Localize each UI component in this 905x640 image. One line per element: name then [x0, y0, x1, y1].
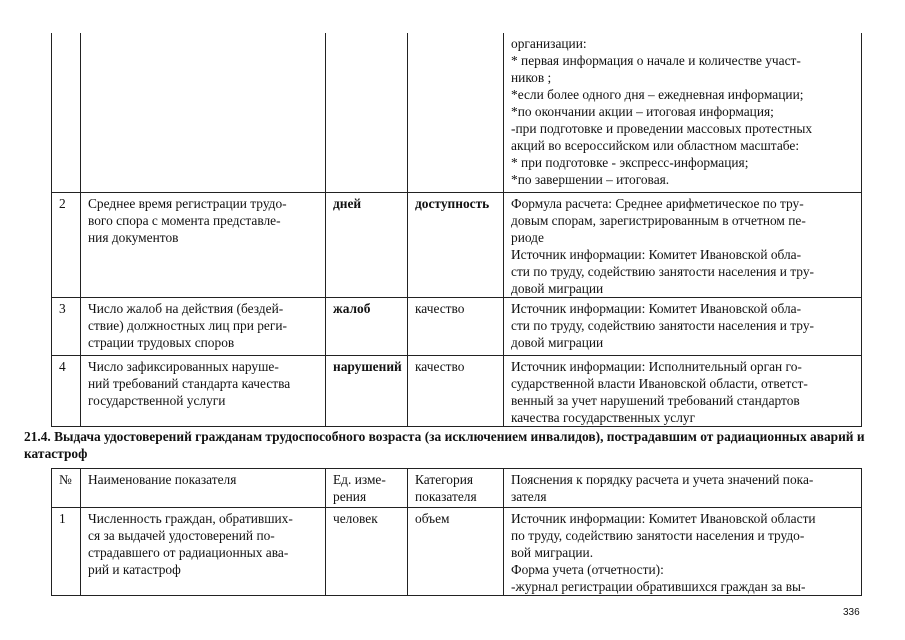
unit: нарушений: [326, 355, 408, 426]
notes: Источник информации: Комитет Ивановской области по труду, содействию занятости населения и трудо- вой миграции. Форма учета (отчетности): -журнал регистрации обратившихся граждан за вы-: [504, 508, 862, 596]
indicator-name: Число зафиксированных наруше- ний требований стандарта качества государственной услуги: [81, 355, 326, 426]
category: качество: [408, 355, 504, 426]
header-notes: Пояснения к порядку расчета и учета значений пока- зателя: [504, 469, 862, 508]
indicator-name: [81, 33, 326, 192]
table-row: [52, 33, 862, 192]
unit: [326, 33, 408, 192]
notes: Источник информации: Исполнительный орган го- сударственной власти Ивановской области, ответст- венный за учет нарушений требований стандартов качества государственных услуг: [504, 355, 862, 426]
table-header-row: [52, 469, 862, 508]
row-number: [52, 33, 81, 192]
indicator-name: Численность граждан, обративших- ся за выдачей удостоверений по- страдавшего от радиационных ава- рий и катастроф: [81, 508, 326, 596]
unit: дней: [326, 192, 408, 297]
table-row: [52, 508, 862, 596]
category: доступность: [408, 192, 504, 297]
notes: организации: * первая информация о начале и количестве участ- ников ; *если более одного дня – ежедневная информации; *по окончании акции – итоговая информация; -при подготовке и проведении массовых протестных акций во всероссийском или областном масштабе: * при подготовке - экспресс-информация; *по завершении – итоговая.: [504, 33, 862, 192]
header-name: Наименование показателя: [81, 469, 326, 508]
row-number: 2: [52, 192, 81, 297]
notes: Формула расчета: Среднее арифметическое по тру- довым спорам, зарегистрированным в отчетном пе- риоде Источник информации: Комитет Ивановской обла- сти по труду, содействию занятости населения и тру- довой миграции: [504, 192, 862, 297]
indicators-table-continued: [51, 33, 862, 427]
category: объем: [408, 508, 504, 596]
header-unit: Ед. изме- рения: [326, 469, 408, 508]
page-number: 336: [843, 607, 860, 618]
row-number: 3: [52, 297, 81, 355]
section-heading: 21.4. Выдача удостоверений гражданам трудоспособного возраста (за исключением инвалидов), пострадавшим от радиационных аварий и катастроф: [24, 429, 865, 461]
table-row: [52, 297, 862, 355]
category: [408, 33, 504, 192]
header-category: Категория показателя: [408, 469, 504, 508]
category: качество: [408, 297, 504, 355]
indicator-name: Число жалоб на действия (бездей- ствие) должностных лиц при реги- страции трудовых споров: [81, 297, 326, 355]
table-row: [52, 192, 862, 297]
indicator-name: Среднее время регистрации трудо- вого спора с момента представле- ния документов: [81, 192, 326, 297]
header-number: №: [52, 469, 81, 508]
row-number: 1: [52, 508, 81, 596]
table-row: [52, 355, 862, 426]
unit: человек: [326, 508, 408, 596]
row-number: 4: [52, 355, 81, 426]
unit: жалоб: [326, 297, 408, 355]
indicators-table: [51, 468, 862, 596]
notes: Источник информации: Комитет Ивановской обла- сти по труду, содействию занятости населения и тру- довой миграции: [504, 297, 862, 355]
